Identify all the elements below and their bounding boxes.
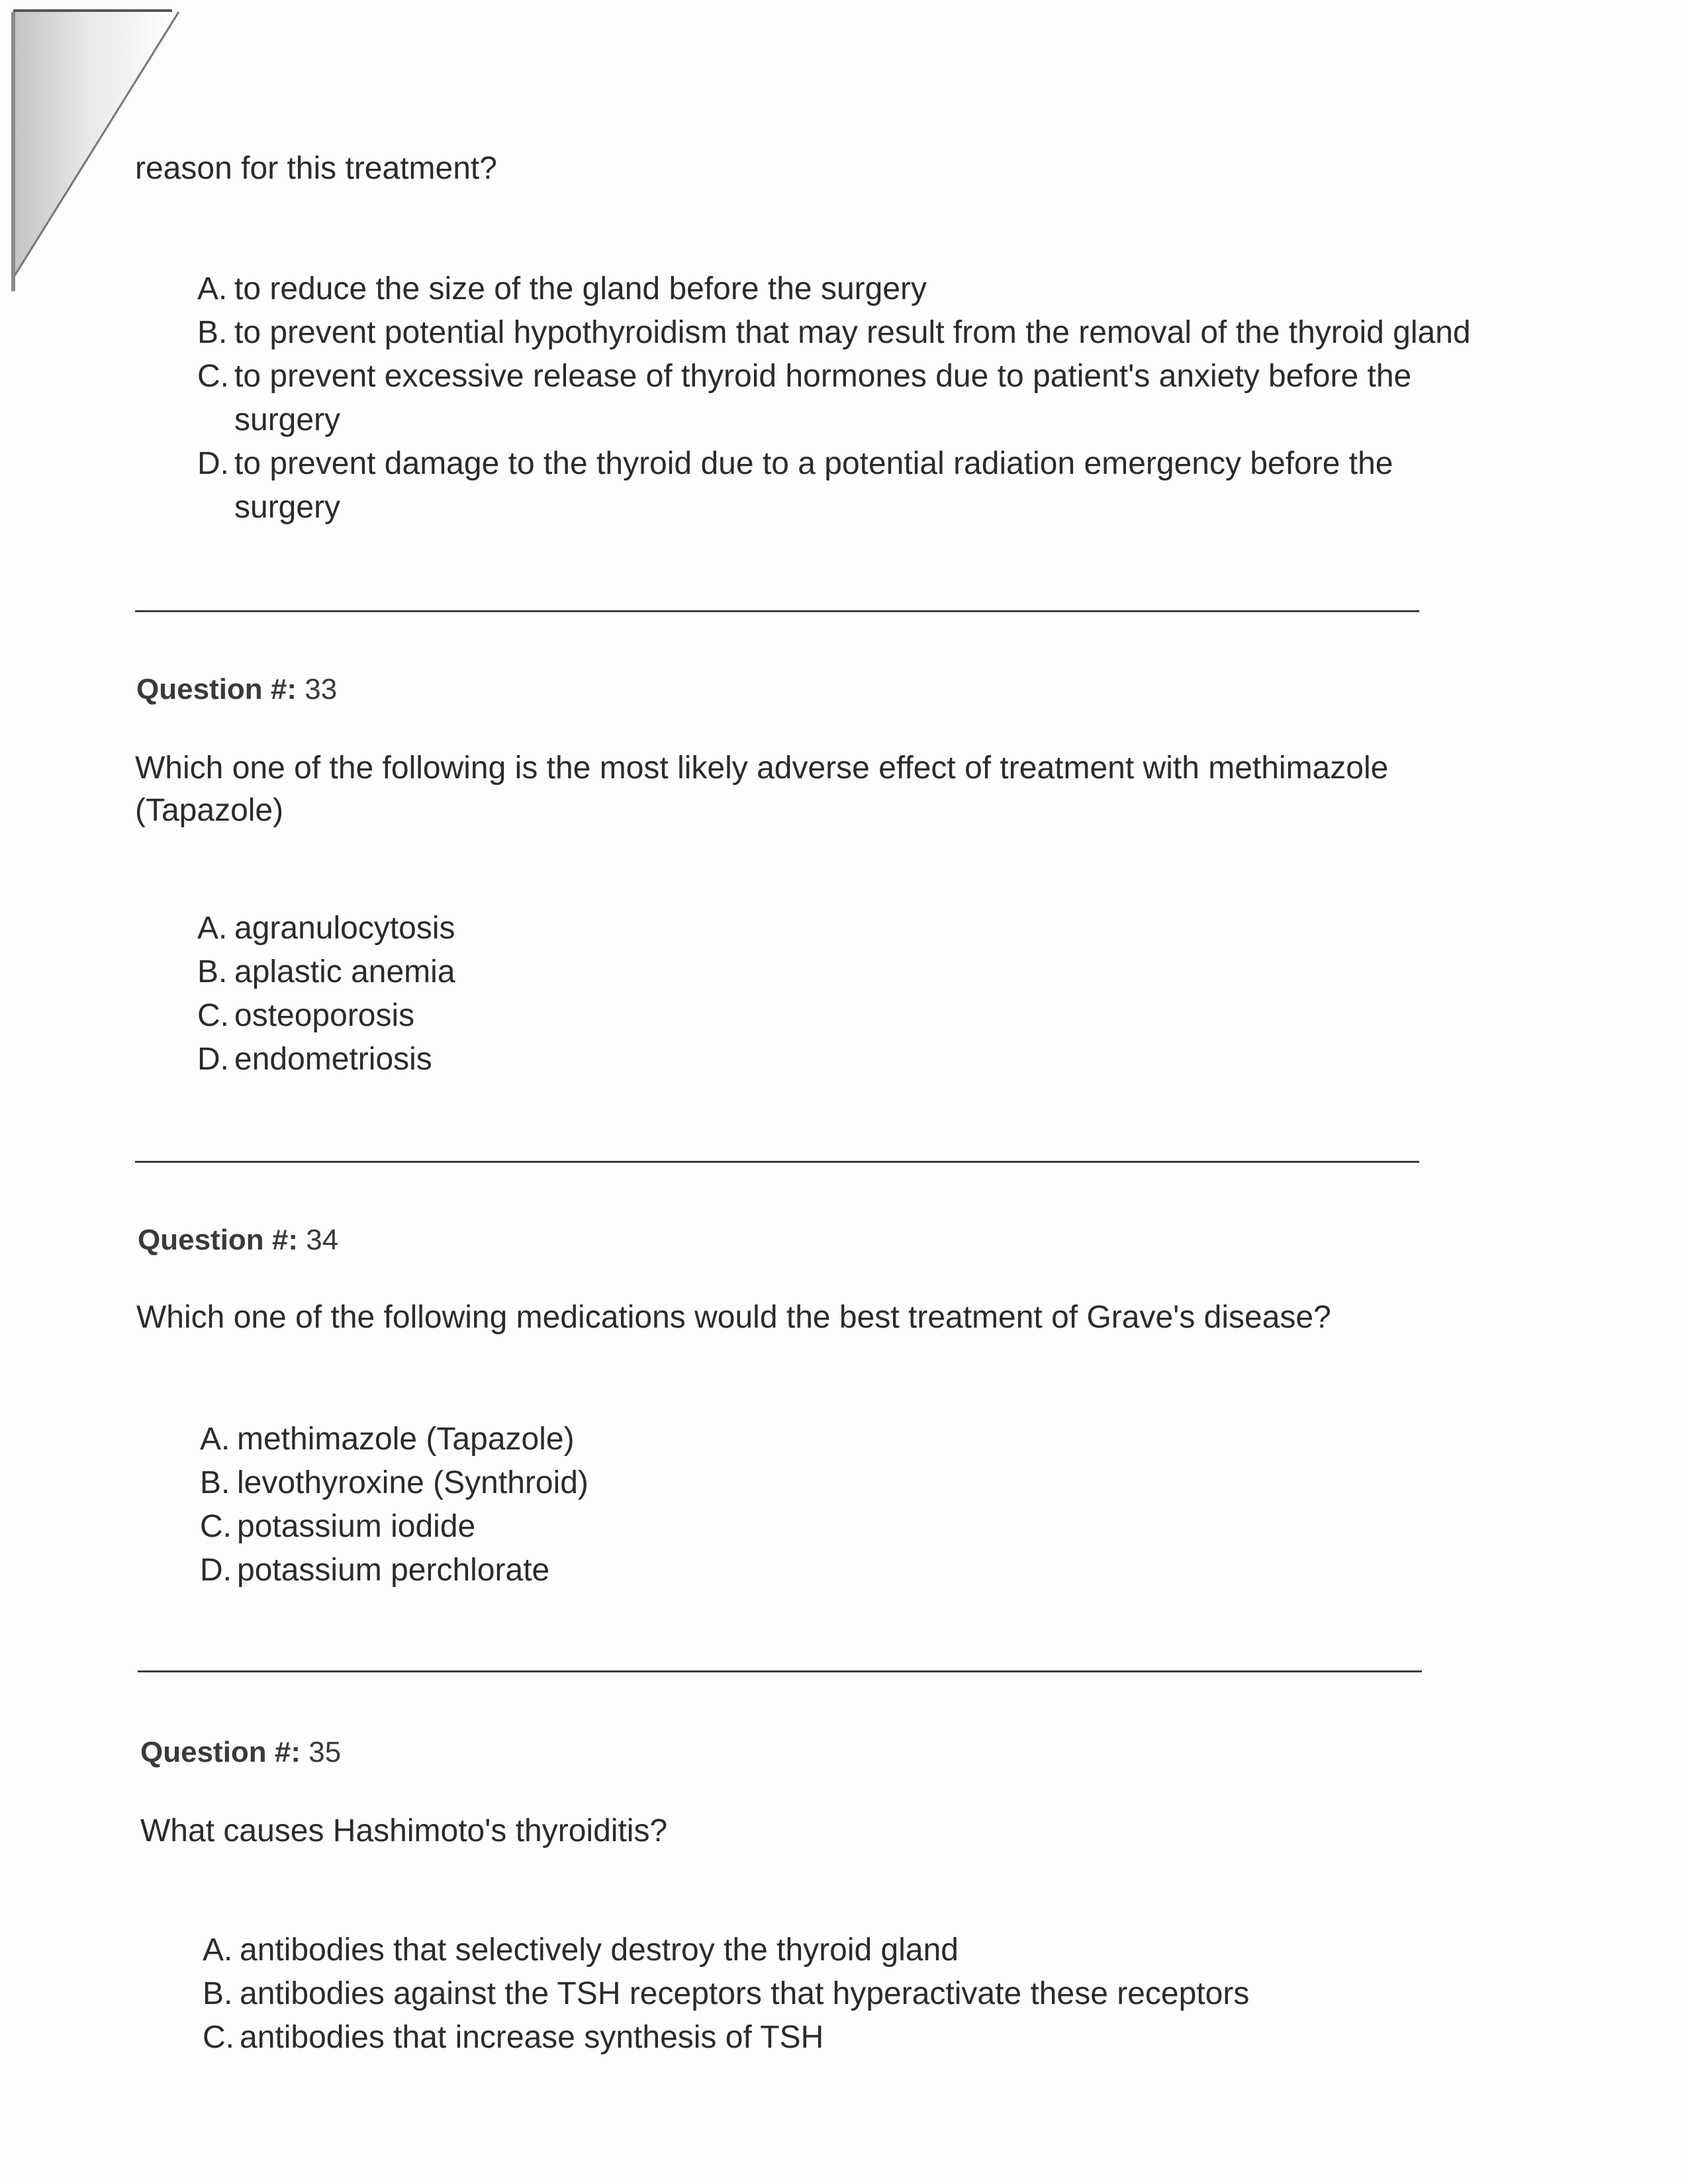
question-33-label: Question #: 33	[136, 673, 338, 705]
q35-option-a: A. antibodies that selectively destroy the thyroid gland	[203, 1933, 959, 1968]
continued-question-stem: reason for this treatment?	[135, 151, 497, 186]
q34-options	[200, 1418, 588, 1592]
separator-rule	[135, 610, 1419, 612]
question-33-stem-line2: (Tapazole)	[135, 793, 284, 828]
q34-option-a: A. methimazole (Tapazole)	[200, 1422, 575, 1457]
separator-rule	[135, 1161, 1419, 1163]
q34-option-d: D. potassium perchlorate	[200, 1553, 550, 1588]
q33-options	[197, 907, 455, 1081]
q32-option-c: C. to prevent excessive release of thyroid hormones due to patient's anxiety before the surgery	[197, 359, 1412, 437]
question-33-stem-line1: Which one of the following is the most likely adverse effect of treatment with methimazole	[135, 751, 1389, 786]
question-35-label: Question #: 35	[140, 1736, 342, 1768]
q32-options	[197, 267, 1548, 529]
q33-option-a: A. agranulocytosis	[197, 911, 455, 946]
q32-option-d: D. to prevent damage to the thyroid due to a potential radiation emergency before the surgery	[197, 446, 1393, 525]
q35-options	[203, 1929, 1249, 2060]
q35-option-c: C. antibodies that increase synthesis of TSH	[203, 2020, 824, 2055]
q34-option-b: B. levothyroxine (Synthroid)	[200, 1465, 588, 1500]
question-35-stem: What causes Hashimoto's thyroiditis?	[140, 1813, 668, 1848]
q32-option-a: A. to reduce the size of the gland before the surgery	[197, 271, 927, 306]
question-34-stem: Which one of the following medications would the best treatment of Grave's disease?	[136, 1300, 1331, 1335]
q35-option-b: B. antibodies against the TSH receptors that hyperactivate these receptors	[203, 1976, 1250, 2011]
question-34-label: Question #: 34	[138, 1224, 339, 1256]
q33-option-c: C. osteoporosis	[197, 998, 415, 1033]
q32-option-b: B. to prevent potential hypothyroidism that may result from the removal of the thyroid gland	[197, 315, 1471, 350]
q33-option-b: B. aplastic anemia	[197, 954, 455, 989]
q33-option-d: D. endometriosis	[197, 1042, 432, 1077]
q34-option-c: C. potassium iodide	[200, 1509, 476, 1544]
separator-rule	[138, 1670, 1422, 1672]
